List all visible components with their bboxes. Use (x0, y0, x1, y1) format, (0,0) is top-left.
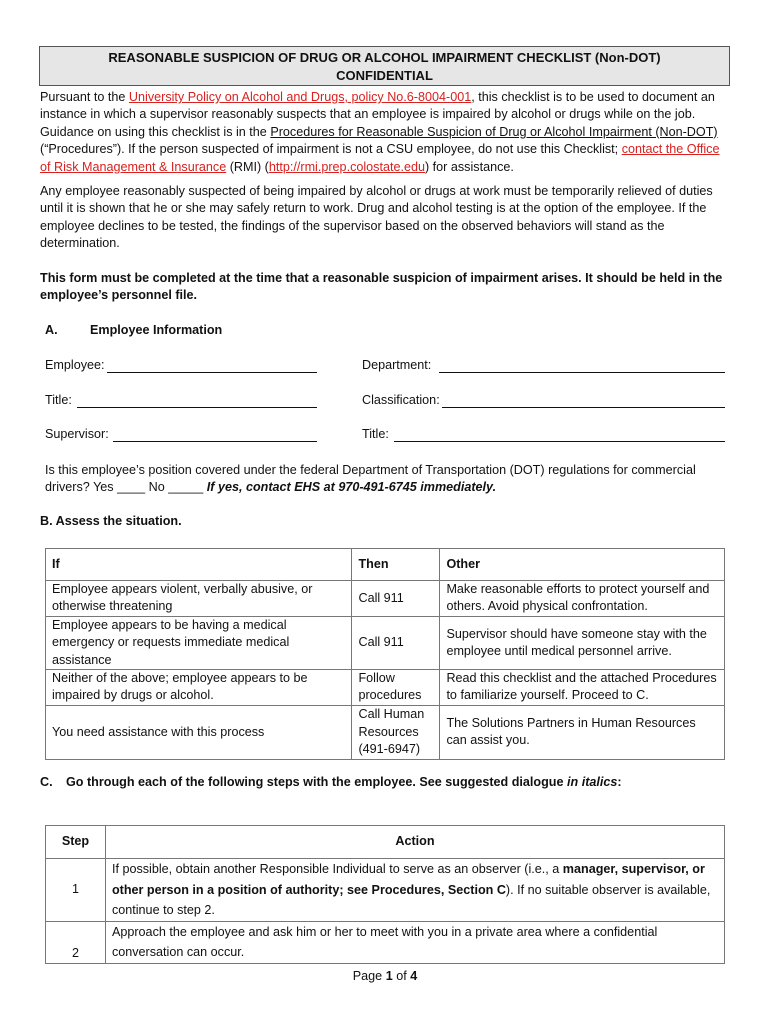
steps-table (45, 825, 725, 964)
section-c-letter: C. (40, 775, 53, 789)
table-row (46, 670, 725, 706)
classification-line[interactable] (442, 407, 725, 408)
page-current: 1 (385, 969, 393, 983)
cell-other: Read this checklist and the attached Procedures to familiarize yourself. Proceed to C. (440, 670, 725, 706)
step-number: 1 (46, 859, 106, 922)
policy-link[interactable]: University Policy on Alcohol and Drugs, policy No.6-8004-001 (128, 90, 472, 104)
title-line[interactable] (77, 407, 317, 408)
cell-if: Employee appears to be having a medical emergency or requests immediate medical assistance (46, 616, 352, 669)
section-c-heading-italic: in italics (567, 775, 618, 789)
intro-text: (RMI) ( (226, 159, 269, 174)
cell-if: Employee appears violent, verbally abusive, or otherwise threatening (46, 581, 352, 617)
section-c-heading (66, 775, 622, 789)
rmi-link[interactable]: contact the Office of Risk Management & Insurance (40, 142, 720, 174)
department-line[interactable] (439, 372, 725, 373)
classification-label: Classification: (362, 393, 440, 407)
intro-paragraph (40, 89, 730, 176)
header-other: Other (440, 549, 725, 581)
steps-header-row (46, 826, 725, 859)
title-label: Title: (45, 393, 72, 407)
cell-if: Neither of the above; employee appears to be impaired by drugs or alcohol. (46, 670, 352, 706)
title-line-1: REASONABLE SUSPICION OF DRUG OR ALCOHOL IMPAIRMENT CHECKLIST (Non-DOT) (108, 50, 661, 65)
cell-other: The Solutions Partners in Human Resources can assist you. (440, 705, 725, 759)
procedures-link[interactable]: Procedures for Reasonable Suspicion of Drug or Alcohol Impairment (Non-DOT) (270, 124, 718, 139)
header-then: Then (352, 549, 440, 581)
completion-notice: This form must be completed at the time that a reasonable suspicion of impairment arises. It should be held in the employee’s personnel file. (40, 271, 723, 303)
step-action (105, 859, 724, 922)
supervisor-title-line[interactable] (394, 441, 725, 442)
section-c-heading-text: Go through each of the following steps with the employee. See suggested dialogue (66, 775, 568, 789)
supervisor-title-label: Title: (362, 427, 389, 441)
cell-then: Call Human Resources (491-6947) (352, 705, 440, 759)
intro-text: Pursuant to the (40, 90, 129, 104)
section-a-heading: Employee Information (90, 323, 223, 337)
section-a-letter: A. (45, 323, 58, 337)
step1-bold: manager, supervisor, or other person in a position of authority; see Procedures, Section C (111, 862, 705, 897)
table-row (46, 859, 725, 922)
cell-if: You need assistance with this process (46, 705, 352, 759)
section-c-heading-end: : (617, 775, 622, 789)
title-box (39, 46, 730, 86)
classification-field[interactable] (362, 393, 440, 407)
cell-other: Supervisor should have someone stay with the employee until medical personnel arrive. (440, 616, 725, 669)
table-row (46, 581, 725, 617)
rmi-url-link[interactable]: http://rmi.prep.colostate.edu (268, 159, 425, 174)
cell-other: Make reasonable efforts to protect yourself and others. Avoid physical confrontation. (440, 581, 725, 617)
header-if: If (46, 549, 352, 581)
title-field[interactable] (45, 393, 72, 407)
table-row (46, 921, 725, 963)
intro-text: , this checklist is to be used to document an instance in which a supervisor reasonably suspects that an employee is impaired by alcohol or drugs while on the job. Guidance on using this checklist is in the (40, 90, 715, 139)
supervisor-label: Supervisor: (45, 427, 109, 441)
cell-then: Call 911 (352, 581, 440, 617)
dot-note: If yes, contact EHS at 970-491-6745 immediately. (206, 480, 497, 495)
step-number: 2 (46, 921, 106, 963)
supervisor-title-field[interactable] (362, 427, 389, 441)
page-prefix: Page (352, 969, 386, 983)
table-row (46, 705, 725, 759)
intro-text: ) for assistance. (424, 159, 514, 174)
employee-line[interactable] (107, 372, 317, 373)
step1-text: If possible, obtain another Responsible Individual to serve as an observer (i.e., a (111, 862, 563, 876)
relief-paragraph: Any employee reasonably suspected of being impaired by alcohol or drugs at work must be temporarily relieved of duties until it is shown that he or she may safely return to work. Drug and alcohol testing is at the option of the employee. If the employee declines to be tested, the findings of the supervisor based on the observed behaviors will stand as the determination. (40, 184, 713, 251)
step1-text-end: ). If no suitable observer is available, continue to step 2. (111, 882, 711, 917)
cell-then: Follow procedures (352, 670, 440, 706)
step-action: Approach the employee and ask him or her to meet with you in a private area where a confidential conversation can occur. (105, 921, 724, 963)
table-header-row (46, 549, 725, 581)
employee-label: Employee: (45, 358, 105, 372)
page-total: 4 (410, 969, 418, 983)
dot-question (45, 462, 725, 497)
supervisor-field[interactable] (45, 427, 109, 441)
header-action: Action (105, 826, 724, 859)
department-field[interactable] (362, 358, 431, 372)
table-row (46, 616, 725, 669)
cell-then: Call 911 (352, 616, 440, 669)
title-line-2: CONFIDENTIAL (336, 68, 433, 83)
header-step: Step (46, 826, 106, 859)
intro-text: (“Procedures”). If the person suspected of impairment is not a CSU employee, do not use this Checklist; (40, 142, 622, 157)
page-mid: of (392, 969, 411, 983)
employee-field[interactable] (45, 358, 105, 372)
page-number (0, 969, 770, 983)
department-label: Department: (362, 358, 432, 372)
assess-table (45, 548, 725, 760)
section-b-heading: B. Assess the situation. (40, 514, 182, 528)
supervisor-line[interactable] (113, 441, 317, 442)
dot-question-text: Is this employee’s position covered under the federal Department of Transportation (DOT) regulations for commercial drivers? Yes ____ No _____ (45, 463, 696, 495)
